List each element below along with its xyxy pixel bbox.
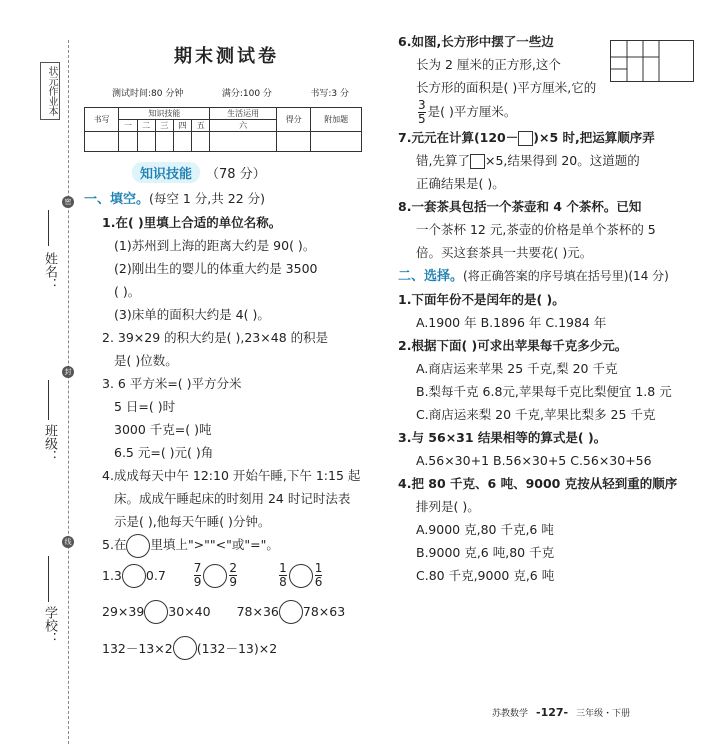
compare-row: 1.3 0.7 $\frac{7}{9}$ $\frac{2}{9}$ $\frac{1}{8}$ $\frac{1}{6}$ [102, 561, 323, 589]
writing-score: 书写:3 分 [310, 89, 349, 99]
score-header: 书写 [85, 108, 119, 132]
page-footer [492, 706, 630, 719]
right-column [398, 30, 688, 587]
question-line: (2)刚出生的婴儿的体重大约是 3500 [114, 261, 318, 276]
fraction: $\frac{3}{5}$ [418, 98, 426, 126]
name-line[interactable] [48, 210, 49, 246]
compare-row: 132－13×2 (132－13)×2 [84, 630, 369, 666]
question-line: 长为 2 厘米的正方形,这个 [416, 57, 561, 72]
score-cell[interactable] [155, 132, 173, 152]
score-cell[interactable] [119, 132, 137, 152]
score-header: 生活运用 [210, 108, 277, 120]
score-table [84, 107, 362, 152]
page-title: 期末测试卷 [174, 46, 279, 67]
left-column [84, 30, 369, 666]
score-header: 知识技能 [119, 108, 210, 120]
question-line: 倍。买这套茶具一共要花( )元。 [416, 245, 593, 260]
choice-line: A.9000 克,80 千克,6 吨 [416, 522, 554, 537]
question-line: 1.下面年份不是闰年的是( )。 [398, 292, 565, 307]
question-line: 一个茶杯 12 元,茶壶的价格是单个茶杯的 5 [416, 222, 656, 237]
q1-heading: 一、填空。(每空 1 分,共 22 分) [84, 191, 265, 207]
score-cell[interactable] [173, 132, 191, 152]
answer-circle[interactable] [289, 564, 313, 588]
class-label: 班级： [42, 424, 57, 463]
full-score: 满分:100 分 [221, 89, 272, 99]
score-col: 五 [192, 120, 210, 132]
fraction: $\frac{2}{9}$ [229, 561, 238, 589]
question-line: 8.一套茶具包括一个茶壶和 4 个茶杯。已知 [398, 199, 642, 214]
school-label: 学校： [42, 606, 57, 645]
score-col: 六 [210, 120, 277, 132]
score-col: 四 [173, 120, 191, 132]
test-time: 测试时间:80 分钟 [112, 89, 184, 99]
footer-book: 苏教数学 [492, 709, 529, 719]
answer-circle[interactable] [122, 564, 146, 588]
score-header: 得分 [277, 108, 311, 132]
seal-dot: 线 [62, 536, 74, 548]
question-line: 6.如图,长方形中摆了一些边 [398, 34, 554, 49]
question-line: $\frac{3}{5}$ 是( )平方厘米。 [418, 98, 517, 126]
score-header: 附加题 [311, 108, 362, 132]
fraction: $\frac{1}{6}$ [314, 561, 323, 589]
question-line: 床。成成午睡起床的时刻用 24 时记时法表 [114, 491, 351, 506]
compare-row: 29×39 30×40 78×36 78×63 [84, 594, 369, 630]
question-line: 5 日=( )时 [114, 399, 176, 414]
score-cell[interactable] [137, 132, 155, 152]
answer-circle[interactable] [203, 564, 227, 588]
score-cell[interactable] [311, 132, 362, 152]
question-line: 6.5 元=( )元( )角 [114, 445, 214, 460]
score-cell[interactable] [85, 132, 119, 152]
choice-line: C.80 千克,9000 克,6 吨 [416, 568, 555, 583]
question-line: 是( )位数。 [114, 353, 178, 368]
question-line: 错,先算了 ×5,结果得到 20。这道题的 [416, 153, 640, 168]
seal-dot: 封 [62, 366, 74, 378]
footer-grade: 三年级・下册 [576, 709, 631, 719]
question-line: 3000 千克=( )吨 [114, 422, 212, 437]
question-line: 2. 39×29 的积大约是( ),23×48 的积是 [102, 330, 329, 345]
choice-line: A.1900 年 B.1896 年 C.1984 年 [416, 315, 607, 330]
question-line: (3)床单的面积大约是 4( )。 [114, 307, 270, 322]
score-cell[interactable] [277, 132, 311, 152]
fraction: $\frac{1}{8}$ [279, 561, 287, 589]
question-line: 正确结果是( )。 [416, 176, 505, 191]
score-col: 三 [155, 120, 173, 132]
score-cell[interactable] [210, 132, 277, 152]
choice-line: B.梨每千克 6.8元,苹果每千克比梨便宜 1.8 元 [416, 384, 672, 399]
answer-circle[interactable] [173, 636, 197, 660]
question-line: 2.根据下面( )可求出苹果每千克多少元。 [398, 338, 628, 353]
question-line: 5.在 里填上">""<"或"="。 [84, 533, 369, 558]
book-label: 状元作业本 [40, 62, 60, 120]
school-line[interactable] [48, 556, 49, 602]
question-line: 排列是( )。 [416, 499, 480, 514]
score-col: 二 [137, 120, 155, 132]
choice-line: A.56×30+1 B.56×30+5 C.56×30+56 [416, 453, 652, 468]
binding-gutter [0, 0, 80, 744]
section-points: （78 分） [206, 167, 266, 182]
choice-line: C.商店运来梨 20 千克,苹果比梨多 25 千克 [416, 407, 656, 422]
question-line: 3.与 56×31 结果相等的算式是( )。 [398, 430, 607, 445]
question-line: 长方形的面积是( )平方厘米,它的 [416, 80, 597, 95]
score-cell[interactable] [192, 132, 210, 152]
choice-line: B.9000 克,6 吨,80 千克 [416, 545, 555, 560]
answer-circle[interactable] [279, 600, 303, 624]
name-label: 姓名： [42, 252, 57, 291]
answer-box[interactable] [518, 131, 533, 146]
score-col: 一 [119, 120, 137, 132]
class-line[interactable] [48, 380, 49, 420]
fraction: $\frac{7}{9}$ [193, 561, 202, 589]
question-line: 7.元元在计算(120－ )×5 时,把运算顺序弄 [398, 130, 655, 145]
answer-box[interactable] [470, 154, 485, 169]
cut-line [68, 40, 69, 744]
section-pill: 知识技能 [132, 162, 200, 183]
question-line: 4.成成每天中午 12:10 开始午睡,下午 1:15 起 [102, 468, 361, 483]
question-line: 3. 6 平方米=( )平方分米 [102, 376, 242, 391]
q2-heading: 二、选择。(将正确答案的序号填在括号里)(14 分) [398, 269, 669, 284]
choice-line: A.商店运来苹果 25 千克,梨 20 千克 [416, 361, 618, 376]
seal-dot: 密 [62, 196, 74, 208]
answer-circle[interactable] [144, 600, 168, 624]
question-line: ( )。 [114, 284, 141, 299]
page-number: -127- [536, 706, 569, 719]
question-line: (1)苏州到上海的距离大约是 90( )。 [114, 238, 316, 253]
exam-meta [112, 86, 349, 99]
question-line: 示是( ),他每天午睡( )分钟。 [114, 514, 271, 529]
question-line: 1.在( )里填上合适的单位名称。 [102, 215, 282, 230]
question-line: 4.把 80 千克、6 吨、9000 克按从轻到重的顺序 [398, 476, 678, 491]
section-knowledge [132, 162, 369, 183]
answer-circle[interactable] [126, 534, 150, 558]
